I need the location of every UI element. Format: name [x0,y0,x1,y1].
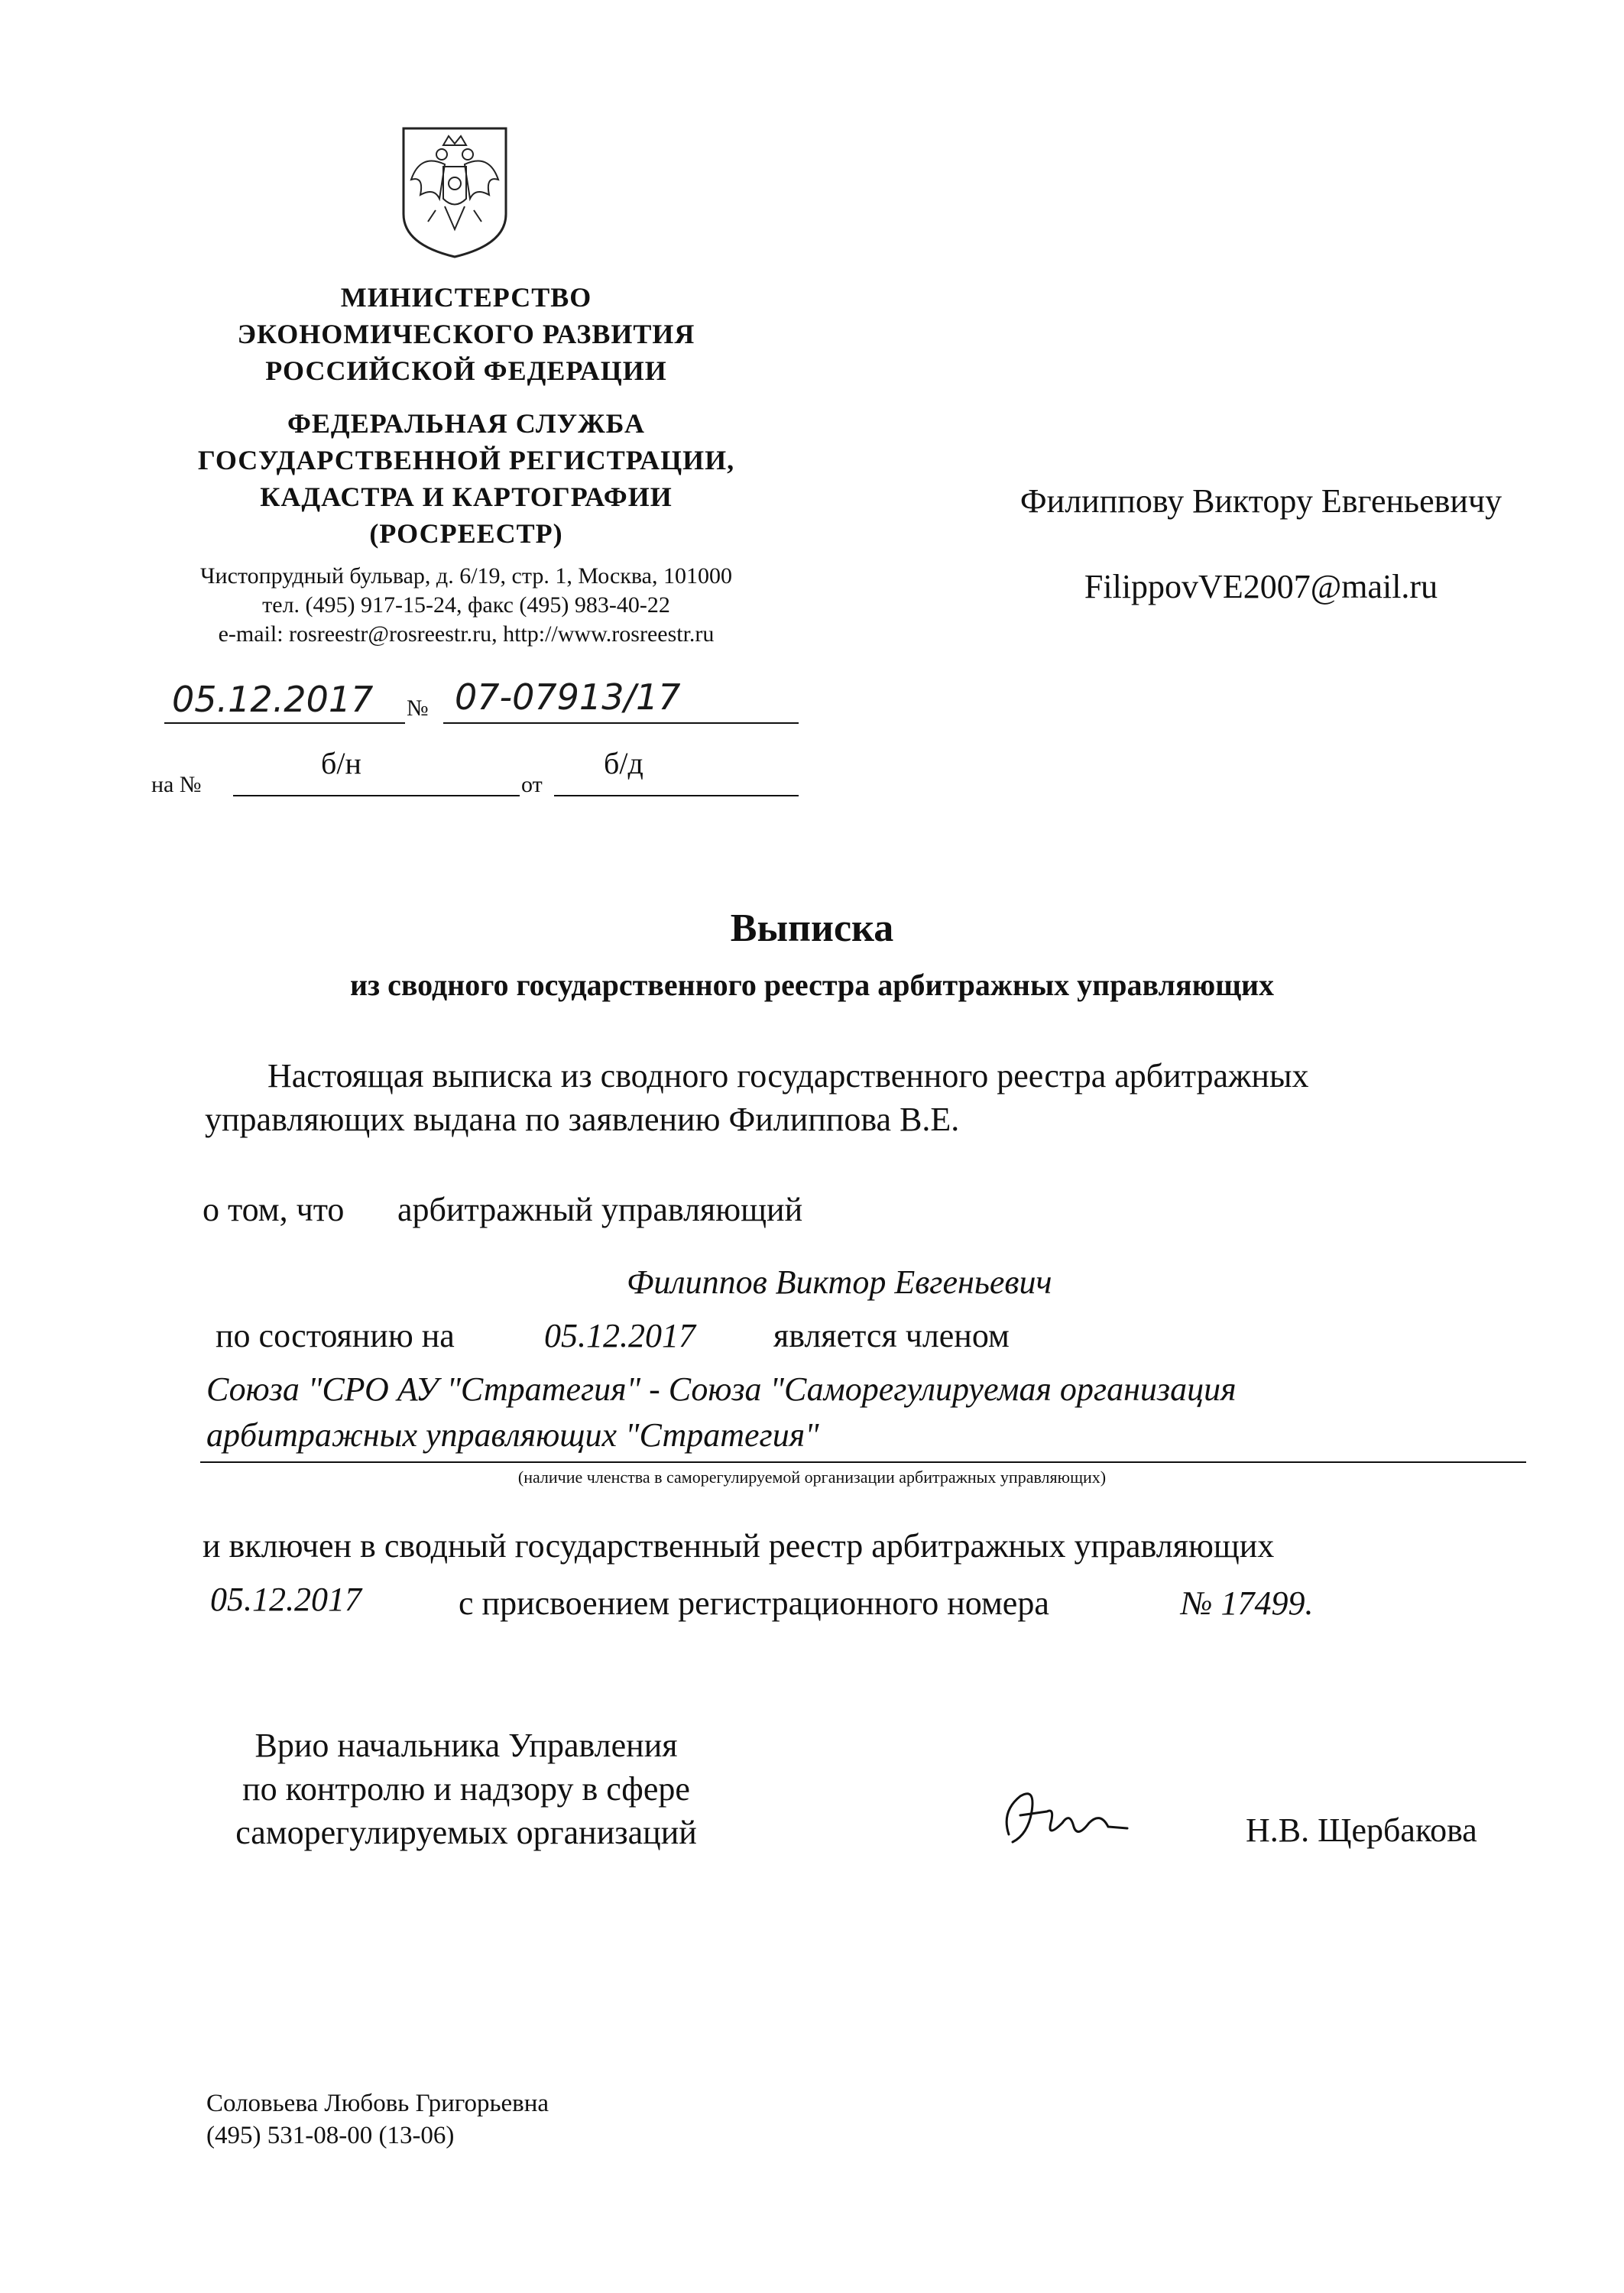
number-label: № [407,696,429,721]
date-underline [164,722,405,724]
assigned-label: с присвоением регистрационного номера [459,1584,1049,1622]
ministry-name [122,279,810,389]
address-line: тел. (495) 917-15-24, факс (495) 983-40-22 [262,592,670,618]
ministry-line: МИНИСТЕРСТВО [340,282,592,313]
ministry-line: РОССИЙСКОЙ ФЕДЕРАЦИИ [265,355,667,386]
member-label: является членом [773,1317,1010,1354]
reg-number: № 17499. [1181,1584,1314,1622]
document-title: Выписка [730,906,894,950]
position-line: по контролю и надзору в сфере [242,1770,690,1808]
sro-underline [200,1461,1526,1463]
sro-note: (наличие членства в саморегулируемой организации арбитражных управляющих) [517,1468,1107,1487]
ref-number: б/н [321,746,361,780]
about-value: арбитражный управляющий [397,1191,803,1228]
service-line: ГОСУДАРСТВЕННОЙ РЕГИСТРАЦИИ, [197,445,735,475]
contact-name: Соловьева Любовь Григорьевна [206,2090,549,2117]
signer-name: Н.В. Щербакова [1246,1811,1477,1849]
ref-date: б/д [604,746,643,780]
included-date: 05.12.2017 [210,1581,361,1618]
service-line: ФЕДЕРАЛЬНАЯ СЛУЖБА [287,408,645,439]
service-line: (РОСРЕЕСТР) [369,518,563,549]
outgoing-date: 05.12.2017 [172,679,374,720]
sro-line-1: Союза "СРО АУ "Стратегия" - Союза "Саморегулируемая организация [206,1370,1237,1408]
position-line: Врио начальника Управления [254,1727,678,1764]
state-date: 05.12.2017 [544,1317,695,1354]
ref-label: на № [151,772,202,797]
sro-line-2: арбитражных управляющих "Стратегия" [206,1416,819,1454]
recipient-name: Филиппову Виктору Евгеньевичу [1019,482,1502,520]
intro-line-1: Настоящая выписка из сводного государственного реестра арбитражных [267,1057,1309,1095]
outgoing-number: 07-07913/17 [455,676,681,718]
person-name: Филиппов Виктор Евгеньевич [627,1263,1052,1301]
service-line: КАДАСТРА И КАРТОГРАФИИ [260,482,673,512]
recipient-email: FilippovVE2007@mail.ru [1084,568,1438,605]
state-label: по состоянию на [216,1317,455,1354]
address-block [122,562,810,649]
about-label: о том, что [203,1191,345,1228]
included-text: и включен в сводный государственный реестр арбитражных управляющих [203,1527,1275,1565]
ref-date-underline [554,795,799,796]
service-name [122,405,810,552]
ref-from-label: от [521,772,543,797]
intro-line-2: управляющих выдана по заявлению Филиппова В.Е. [205,1101,960,1138]
position-line: саморегулируемых организаций [235,1814,697,1851]
address-line: e-mail: rosreestr@rosreestr.ru, http://www.rosreestr.ru [218,621,715,647]
handwritten-signature [994,1781,1131,1850]
ministry-line: ЭКОНОМИЧЕСКОГО РАЗВИТИЯ [237,319,695,349]
address-line: Чистопрудный бульвар, д. 6/19, стр. 1, Москва, 101000 [200,563,732,589]
document-subtitle: из сводного государственного реестра арбитражных управляющих [349,968,1275,1002]
contact-phone: (495) 531-08-00 (13-06) [206,2122,455,2149]
signer-position [191,1724,741,1854]
coat-of-arms-emblem [397,122,512,260]
number-underline [443,722,799,724]
ref-number-underline [233,795,520,796]
